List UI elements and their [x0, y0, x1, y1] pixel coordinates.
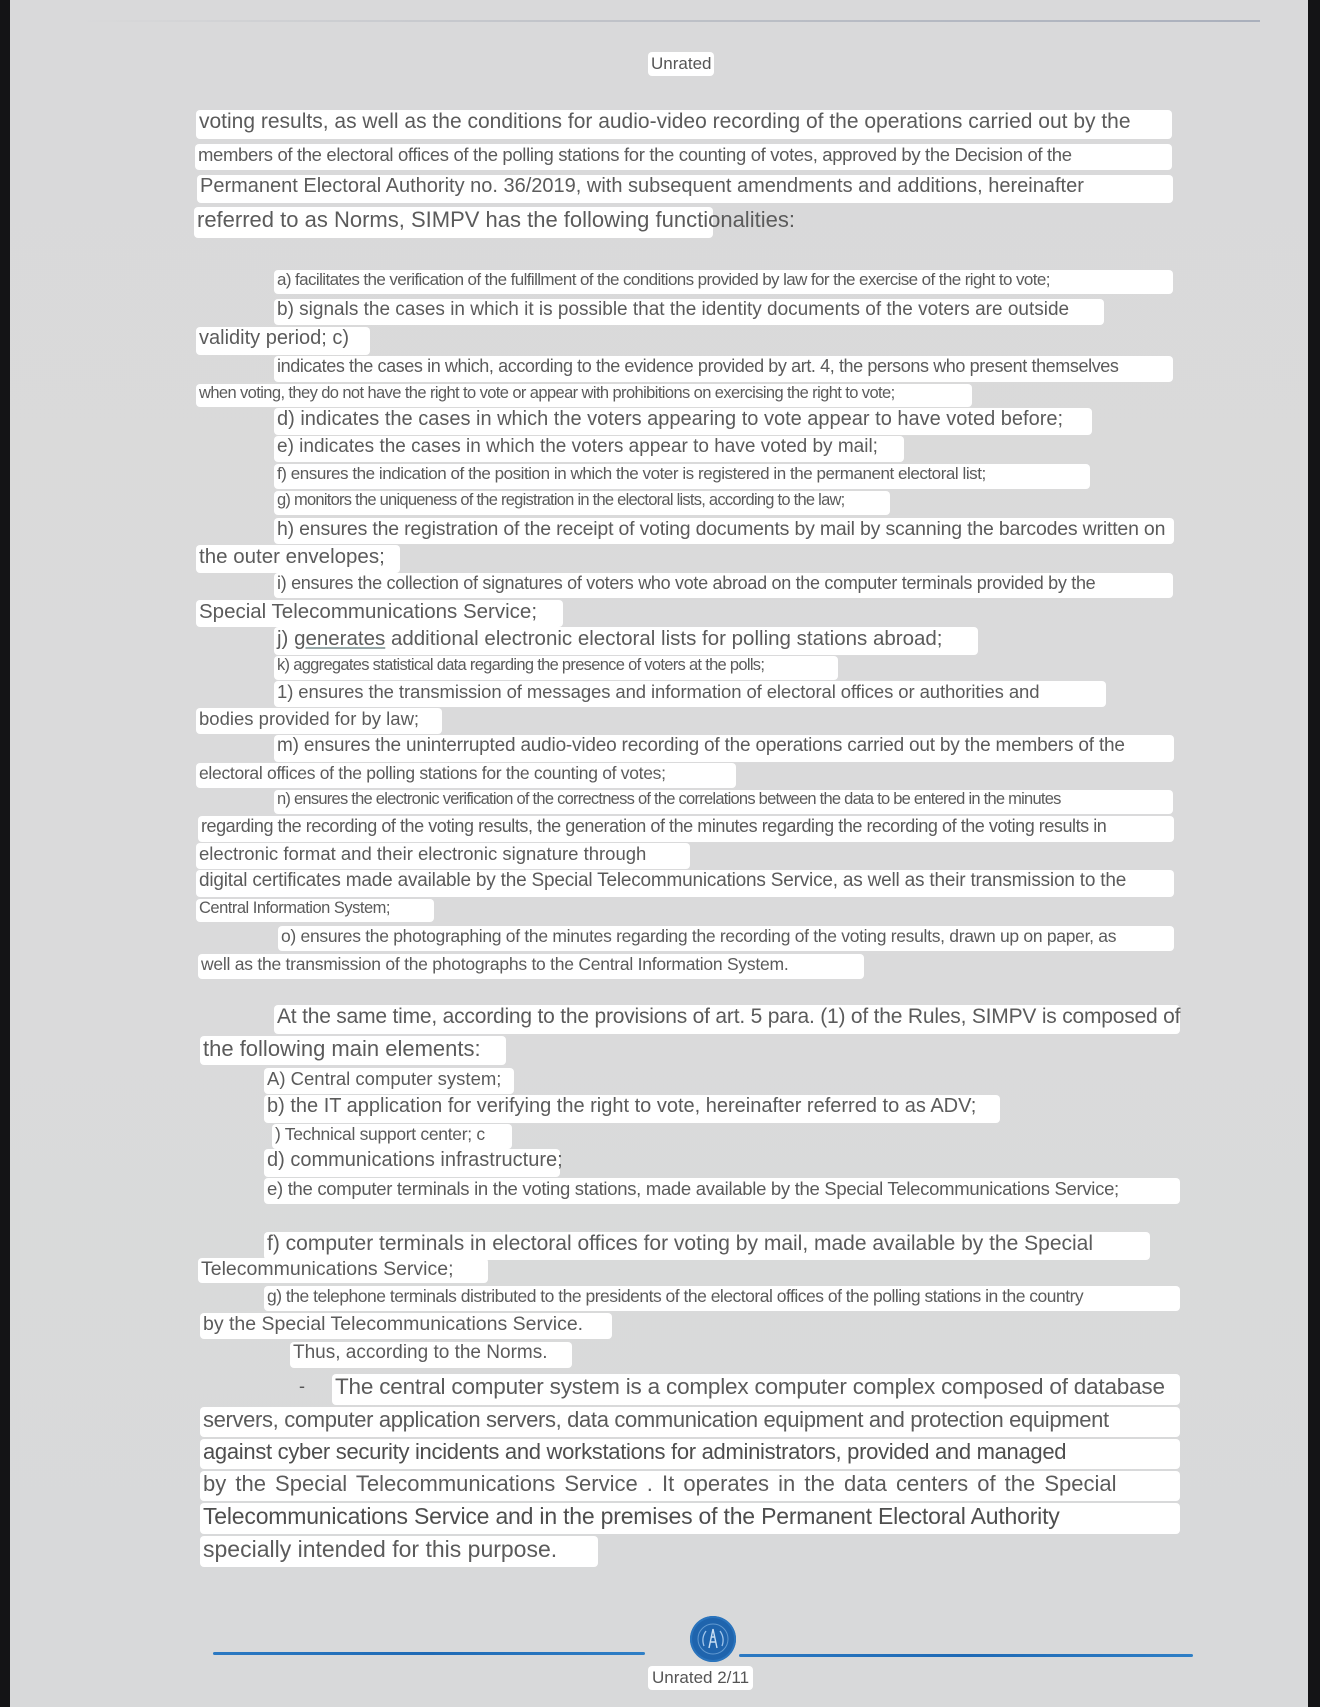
func-item-c-cont: when voting, they do not have the right to vote or appear with prohibitions on exercising the right to vote;	[196, 384, 972, 407]
elements-intro-line-2: the following main elements:	[200, 1036, 506, 1065]
header-classification-label: Unrated	[648, 52, 714, 76]
norms-line-2: servers, computer application servers, data communication equipment and protection equipment	[200, 1407, 1180, 1437]
intro-line-1: voting results, as well as the conditions for audio-video recording of the operations carried out by the	[196, 110, 1172, 139]
element-item-c: ) Technical support center; c	[272, 1124, 512, 1149]
norms-line-6: specially intended for this purpose.	[200, 1536, 598, 1567]
func-item-o: o) ensures the photographing of the minutes regarding the recording of the voting results, drawn up on paper, as	[278, 926, 1174, 951]
func-item-l-cont: bodies provided for by law;	[196, 708, 442, 734]
norms-line-5: Telecommunications Service and in the premises of the Permanent Electoral Authority	[200, 1503, 1180, 1534]
norms-line-4: by the Special Telecommunications Service . It operates in the data centers of the Special	[200, 1471, 1180, 1501]
norms-intro: Thus, according to the Norms.	[290, 1342, 572, 1368]
func-item-j-prefix: j)	[277, 627, 295, 650]
func-item-i-cont: Special Telecommunications Service;	[196, 600, 563, 627]
func-item-a: a) facilitates the verification of the fulfillment of the conditions provided by law for the exercise of the right to vote;	[274, 270, 1173, 294]
intro-line-4: referred to as Norms, SIMPV has the following functionalities:	[194, 207, 713, 238]
element-item-d: d) communications infrastructure;	[264, 1149, 560, 1177]
func-item-m: m) ensures the uninterrupted audio-video recording of the operations carried out by the members of the	[274, 735, 1174, 762]
func-item-h-cont: the outer envelopes;	[196, 545, 400, 573]
func-item-e: e) indicates the cases in which the voters appear to have voted by mail;	[274, 436, 904, 462]
func-item-l: 1) ensures the transmission of messages and information of electoral offices or authorities and	[274, 681, 1106, 707]
func-item-n-cont-1: regarding the recording of the voting results, the generation of the minutes regarding the recording of the voting results in	[198, 816, 1174, 842]
element-item-g-cont: by the Special Telecommunications Service.	[200, 1313, 612, 1339]
element-item-a: A) Central computer system;	[264, 1068, 514, 1094]
func-item-g: g) monitors the uniqueness of the registration in the electoral lists, according to the law;	[274, 491, 890, 515]
element-item-f-cont: Telecommunications Service;	[198, 1258, 488, 1283]
element-item-b: b) the IT application for verifying the right to vote, hereinafter referred to as ADV;	[264, 1095, 1000, 1123]
func-item-n: n) ensures the electronic verification of the correctness of the correlations between the data to be entered in the minutes	[274, 790, 1173, 814]
func-item-b-cont: validity period; c)	[196, 327, 370, 355]
func-item-j-underlined-word: generates	[294, 627, 386, 650]
element-item-e: e) the computer terminals in the voting stations, made available by the Special Telecommunications Service;	[264, 1178, 1180, 1204]
func-item-n-cont-3: digital certificates made available by the Special Telecommunications Service, as well as their transmission to the	[196, 870, 1174, 897]
norms-line-1: The central computer system is a complex computer complex composed of database	[332, 1374, 1180, 1405]
footer-page-label: Unrated 2/11	[648, 1666, 753, 1690]
document-page	[10, 0, 1308, 1707]
func-item-d: d) indicates the cases in which the voters appearing to vote appear to have voted before;	[274, 408, 1092, 435]
func-item-c: indicates the cases in which, according to the evidence provided by art. 4, the persons who present themselves	[274, 356, 1173, 382]
footer-rule-right	[739, 1654, 1193, 1657]
func-item-j	[274, 627, 978, 655]
authority-seal-icon	[690, 1616, 736, 1662]
element-item-g: g) the telephone terminals distributed to the presidents of the electoral offices of the polling stations in the country	[264, 1286, 1180, 1311]
intro-line-3: Permanent Electoral Authority no. 36/2019, with subsequent amendments and additions, hereinafter	[197, 175, 1173, 203]
func-item-n-cont-4: Central Information System;	[196, 899, 434, 922]
func-item-i: i) ensures the collection of signatures of voters who vote abroad on the computer terminals provided by the	[274, 573, 1173, 598]
footer-rule-left	[213, 1652, 645, 1655]
norms-line-3: against cyber security incidents and workstations for administrators, provided and managed	[200, 1439, 1180, 1469]
scan-artifact-line	[80, 20, 1260, 22]
intro-line-2: members of the electoral offices of the polling stations for the counting of votes, approved by the Decision of the	[195, 144, 1172, 170]
func-item-j-rest: additional electronic electoral lists for polling stations abroad;	[385, 627, 943, 650]
func-item-k: k) aggregates statistical data regarding the presence of voters at the polls;	[274, 656, 838, 680]
func-item-o-cont: well as the transmission of the photographs to the Central Information System.	[198, 954, 864, 979]
elements-intro-line-1: At the same time, according to the provisions of art. 5 para. (1) of the Rules, SIMPV is composed of	[274, 1005, 1180, 1034]
func-item-m-cont: electoral offices of the polling stations for the counting of votes;	[196, 763, 736, 788]
func-item-f: f) ensures the indication of the position in which the voter is registered in the permanent electoral list;	[274, 464, 1090, 489]
func-item-h: h) ensures the registration of the receipt of voting documents by mail by scanning the barcodes written on	[274, 518, 1174, 544]
element-item-f: f) computer terminals in electoral offices for voting by mail, made available by the Special	[264, 1232, 1150, 1260]
func-item-b: b) signals the cases in which it is possible that the identity documents of the voters are outside	[274, 299, 1104, 325]
bullet-dash: -	[299, 1376, 305, 1396]
func-item-n-cont-2: electronic format and their electronic signature through	[196, 843, 690, 869]
